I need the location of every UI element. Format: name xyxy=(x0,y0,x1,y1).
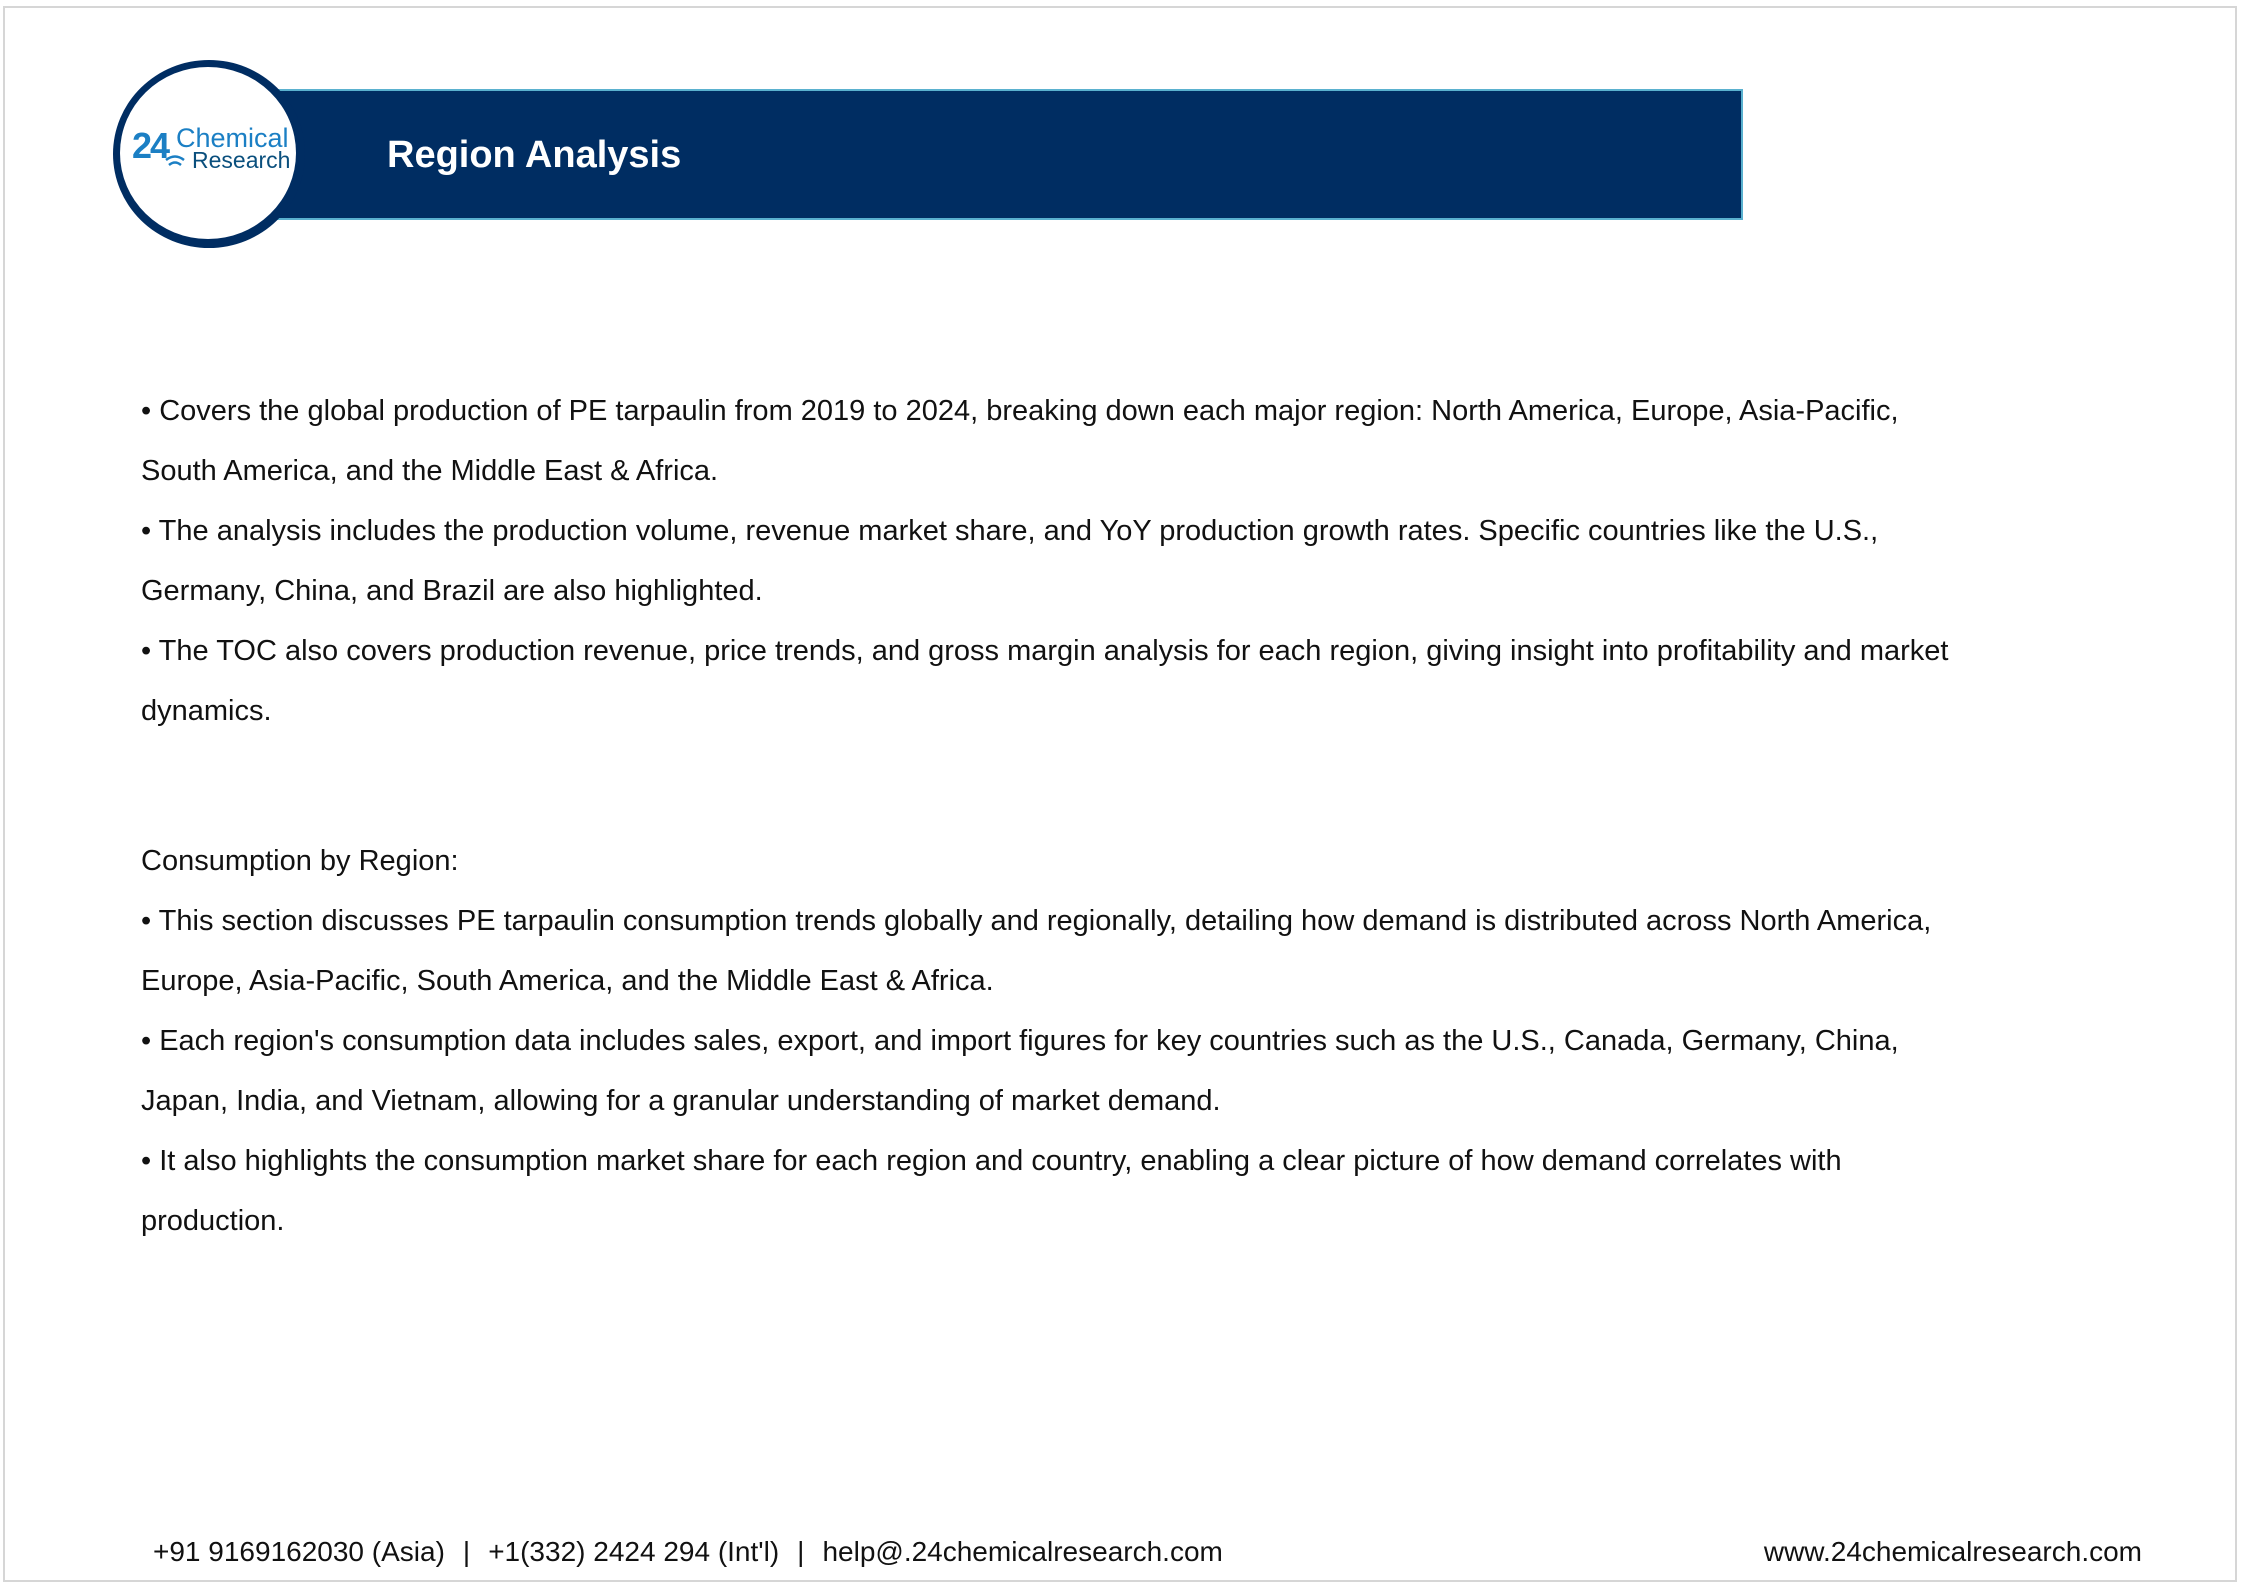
consumption-section xyxy=(141,831,2041,1251)
footer-phone-intl: +1(332) 2424 294 (Int'l) xyxy=(488,1536,780,1567)
footer-email-link[interactable]: help@.24chemicalresearch.com xyxy=(822,1536,1223,1567)
footer-phone-asia: +91 9169162030 (Asia) xyxy=(153,1536,445,1567)
company-logo xyxy=(130,119,290,179)
consumption-bullet: • This section discusses PE tarpaulin consumption trends globally and regionally, detailing how demand is distributed across North America, Europe, Asia-Pacific, South America, and the Middle East & Africa. xyxy=(141,905,1932,997)
production-section xyxy=(141,381,2041,741)
footer-separator: | xyxy=(797,1536,805,1567)
page-title: Region Analysis xyxy=(387,134,682,176)
footer-contacts xyxy=(153,1532,1223,1572)
production-bullet: • Covers the global production of PE tarpaulin from 2019 to 2024, breaking down each major region: North America, Europe, Asia-Pacific, South America, and the Middle East & Africa. xyxy=(141,395,1899,487)
production-bullet: • The analysis includes the production volume, revenue market share, and YoY production growth rates. Specific countries like the U.S., Germany, China, and Brazil are also highlighted. xyxy=(141,515,1879,607)
footer-website-link[interactable]: www.24chemicalresearch.com xyxy=(1763,1536,2142,1567)
consumption-bullet: • Each region's consumption data includes sales, export, and import figures for key countries such as the U.S., Canada, Germany, China, Japan, India, and Vietnam, allowing for a granular understanding of market demand. xyxy=(141,1025,1899,1117)
logo-text-chemical: Chemical xyxy=(176,123,289,153)
consumption-heading: Consumption by Region: xyxy=(141,845,459,877)
logo-text-research: Research xyxy=(192,147,291,173)
page-frame xyxy=(3,6,2237,1582)
logo-number: 24 xyxy=(132,125,169,166)
consumption-bullet: • It also highlights the consumption market share for each region and country, enabling a clear picture of how demand correlates with production. xyxy=(141,1145,1842,1237)
production-bullet: • The TOC also covers production revenue, price trends, and gross margin analysis for each region, giving insight into profitability and market dynamics. xyxy=(141,635,1949,727)
footer-separator: | xyxy=(462,1536,471,1567)
